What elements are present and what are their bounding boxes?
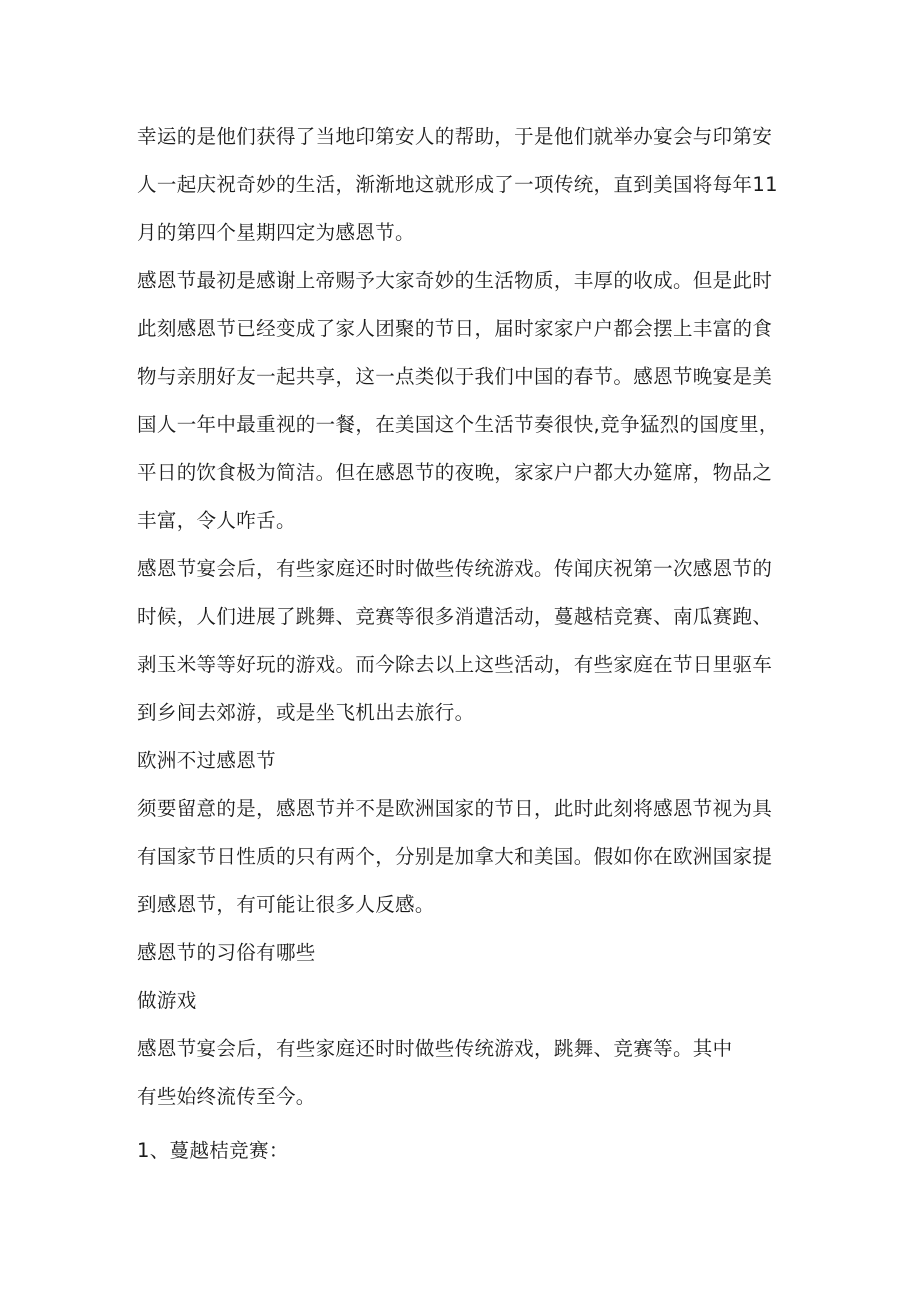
section-heading: 感恩节的习俗有哪些 — [137, 941, 316, 964]
text-line: 平日的饮食极为简洁。但在感恩节的夜晚，家家户户都大办筵席，物品之 — [137, 461, 773, 484]
text-line: 有国家节日性质的只有两个，分别是加拿大和美国。假如你在欧洲国家提 — [137, 845, 773, 868]
text-line: 幸运的是他们获得了当地印第安人的帮助，于是他们就举办宴会与印第安 — [137, 125, 773, 148]
text-line: 物与亲朋好友一起共享，这一点类似于我们中国的春节。感恩节晚宴是美 — [137, 365, 773, 388]
text-line: 到乡间去郊游，或是坐飞机出去旅行。 — [137, 701, 475, 724]
text-line: 此刻感恩节已经变成了家人团聚的节日，届时家家户户都会摆上丰富的食 — [137, 317, 773, 340]
text-line: 人一起庆祝奇妙的生活，渐渐地这就形成了一项传统，直到美国将每年11 — [137, 173, 778, 196]
text-line: 剥玉米等等好玩的游戏。而今除去以上这些活动，有些家庭在节日里驱车 — [137, 653, 773, 676]
section-heading: 欧洲不过感恩节 — [137, 749, 276, 772]
text-line: 时候，人们进展了跳舞、竞赛等很多消遣活动，蔓越桔竞赛、南瓜赛跑、 — [137, 605, 773, 628]
text-line: 国人一年中最重视的一餐，在美国这个生活节奏很快,竞争猛烈的国度里， — [137, 413, 779, 436]
text-line: 感恩节宴会后，有些家庭还时时做些传统游戏。传闻庆祝第一次感恩节的 — [137, 557, 773, 580]
text-line: 到感恩节，有可能让很多人反感。 — [137, 893, 435, 916]
text-line: 感恩节最初是感谢上帝赐予大家奇妙的生活物质，丰厚的收成。但是此时 — [137, 269, 773, 292]
text-line: 感恩节宴会后，有些家庭还时时做些传统游戏，跳舞、竞赛等。其中 — [137, 1037, 733, 1060]
list-item-heading: 1、蔓越桔竞赛： — [137, 1139, 289, 1162]
subsection-heading: 做游戏 — [137, 989, 197, 1012]
text-line: 丰富，令人咋舌。 — [137, 509, 296, 532]
text-line: 须要留意的是，感恩节并不是欧洲国家的节日，此时此刻将感恩节视为具 — [137, 797, 773, 820]
text-line: 有些始终流传至今。 — [137, 1085, 316, 1108]
text-line: 月的第四个星期四定为感恩节。 — [137, 221, 415, 244]
